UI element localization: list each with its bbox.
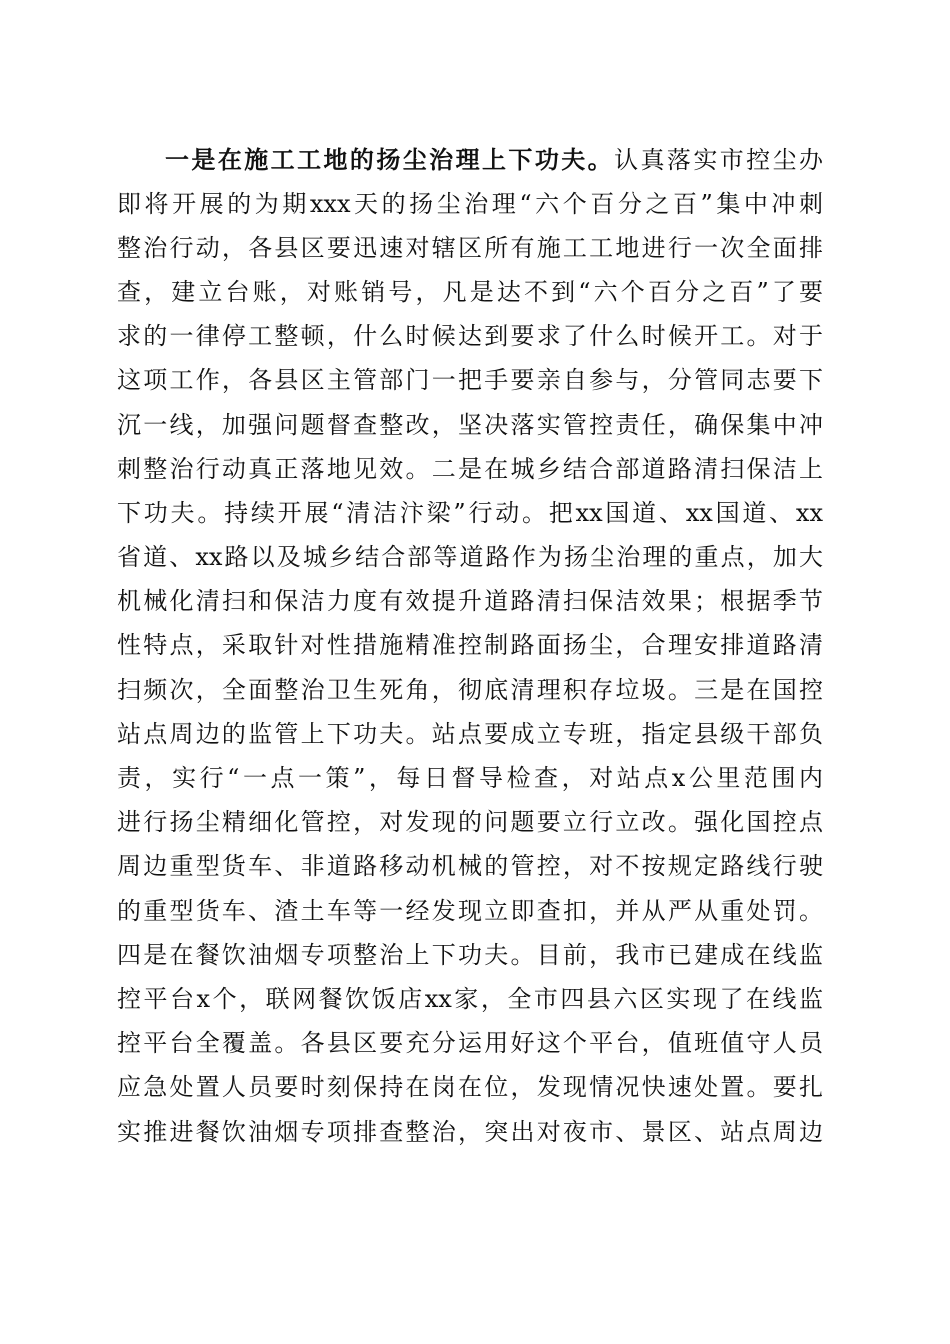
paragraph-line-8: 刺整治行动真正落地见效。二是在城乡结合部道路清扫保洁上 xyxy=(117,455,823,483)
paragraph-line-10: 省道、xx路以及城乡结合部等道路作为扬尘治理的重点，加大 xyxy=(117,543,823,571)
section-heading-lead: 一是在施工工地的扬尘治理上下功夫。 xyxy=(165,145,615,174)
line-text: 认真落实市控尘办 xyxy=(614,146,824,174)
paragraph-line-23: 实推进餐饮油烟专项排查整治，突出对夜市、景区、站点周边 xyxy=(117,1118,823,1146)
paragraph-line-6: 这项工作，各县区主管部门一把手要亲自参与，分管同志要下 xyxy=(117,366,823,394)
paragraph-line-3: 整治行动，各县区要迅速对辖区所有施工工地进行一次全面排 xyxy=(117,234,823,262)
paragraph-line-22: 应急处置人员要时刻保持在岗在位，发现情况快速处置。要扎 xyxy=(117,1073,823,1101)
paragraph-line-2: 即将开展的为期xxx天的扬尘治理“六个百分之百”集中冲刺 xyxy=(117,190,823,218)
paragraph-line-21: 控平台全覆盖。各县区要充分运用好这个平台，值班值守人员 xyxy=(117,1029,823,1057)
paragraph-line-7: 沉一线，加强问题督查整改，坚决落实管控责任，确保集中冲 xyxy=(117,411,823,439)
paragraph-line-5: 求的一律停工整顿，什么时候达到要求了什么时候开工。对于 xyxy=(117,322,823,350)
paragraph-line-9: 下功夫。持续开展“清洁汴梁”行动。把xx国道、xx国道、xx xyxy=(117,499,823,527)
paragraph-line-20: 控平台x个，联网餐饮饭店xx家，全市四县六区实现了在线监 xyxy=(117,985,823,1013)
paragraph-line-19: 四是在餐饮油烟专项整治上下功夫。目前，我市已建成在线监 xyxy=(117,941,823,969)
paragraph-line-13: 扫频次，全面整治卫生死角，彻底清理积存垃圾。三是在国控 xyxy=(117,676,823,704)
paragraph-line-15: 责，实行“一点一策”，每日督导检查，对站点x公里范围内 xyxy=(117,764,823,792)
paragraph-line-17: 周边重型货车、非道路移动机械的管控，对不按规定路线行驶 xyxy=(117,852,823,880)
paragraph-line-16: 进行扬尘精细化管控，对发现的问题要立行立改。强化国控点 xyxy=(117,808,823,836)
paragraph-line-4: 查，建立台账，对账销号，凡是达不到“六个百分之百”了要 xyxy=(117,278,823,306)
paragraph-line-11: 机械化清扫和保洁力度有效提升道路清扫保洁效果；根据季节 xyxy=(117,587,823,615)
paragraph-line-1 xyxy=(165,138,823,182)
paragraph-line-12: 性特点，采取针对性措施精准控制路面扬尘，合理安排道路清 xyxy=(117,631,823,659)
paragraph-line-14: 站点周边的监管上下功夫。站点要成立专班，指定县级干部负 xyxy=(117,720,823,748)
paragraph-line-18: 的重型货车、渣土车等一经发现立即查扣，并从严从重处罚。 xyxy=(117,897,823,925)
